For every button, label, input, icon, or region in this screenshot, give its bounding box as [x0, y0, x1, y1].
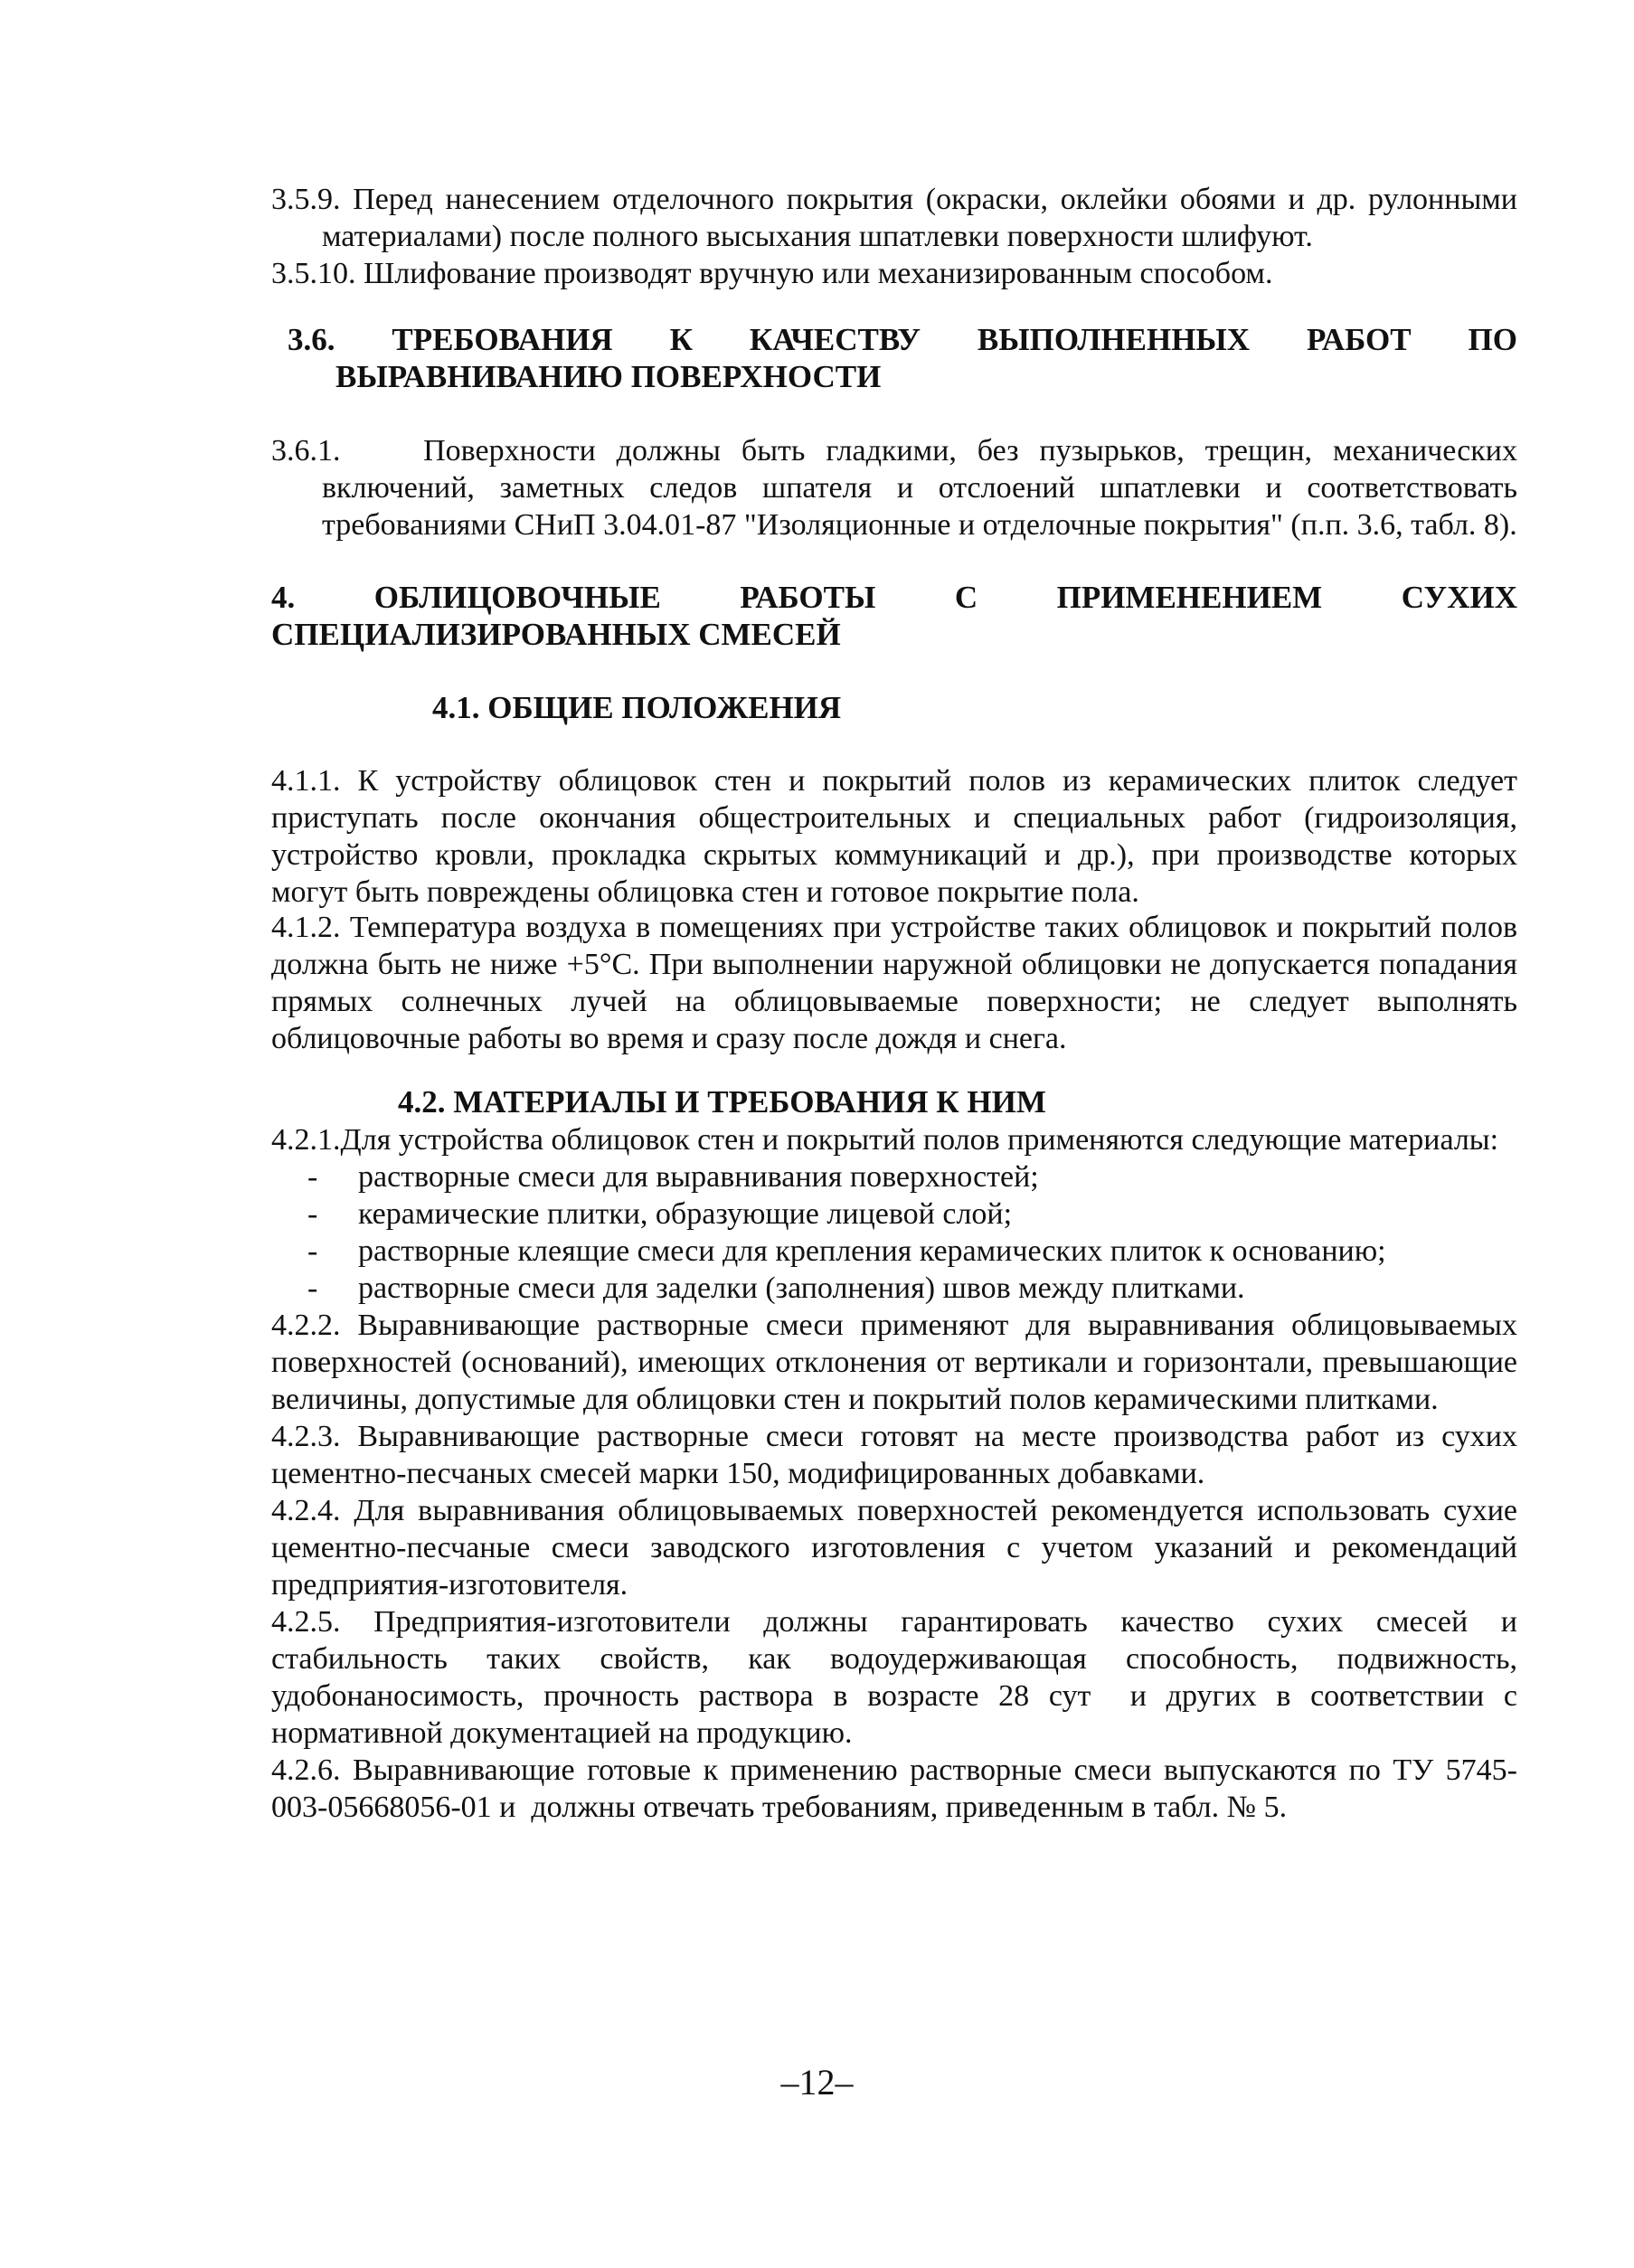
paragraph-line: 4.1.2. Температура воздуха в помещениях при устройстве таких облицовок и покрытий полов — [271, 911, 1517, 944]
paragraph-line: прямых солнечных лучей на облицовываемые поверхности; не следует выполнять — [271, 985, 1517, 1018]
paragraph-4-2-5 — [271, 1603, 1517, 1752]
paragraph-line: цементно-песчаных смесей марки 150, модифицированных добавками. — [271, 1457, 1205, 1490]
paragraph-4-2-2 — [271, 1307, 1517, 1418]
heading-word: ПО — [1468, 322, 1517, 357]
list-item — [307, 1270, 1245, 1307]
paragraph-line: могут быть повреждены облицовка стен и готовое покрытие пола. — [271, 875, 1139, 909]
paragraph-line: 003-05668056-01 и должны отвечать требованиям, приведенным в табл. № 5. — [271, 1791, 1288, 1824]
bullet-dash: - — [307, 1234, 318, 1268]
paragraph-line: удобонаносимость, прочность раствора в возрасте 28 сут и других в соответствии с — [271, 1679, 1517, 1713]
paragraph-line: устройство кровли, прокладка скрытых коммуникаций и др.), при производстве которых — [271, 838, 1517, 872]
paragraph-4-2-1: 4.2.1.Для устройства облицовок стен и покрытий полов применяются следующие материалы: — [271, 1123, 1499, 1157]
paragraph-4-1-1 — [271, 762, 1517, 911]
paragraph-line: поверхностей (оснований), имеющих отклонения от вертикали и горизонтали, превышающие — [271, 1346, 1517, 1379]
paragraph-line: 3.6.1. Поверхности должны быть гладкими, без пузырьков, трещин, механических — [271, 434, 1517, 468]
paragraph-line: облицовочные работы во время и сразу после дождя и снега. — [271, 1022, 1067, 1055]
heading-word: РАБОТЫ — [740, 580, 876, 615]
heading-4 — [271, 579, 1517, 653]
heading-word: ТРЕБОВАНИЯ — [392, 322, 613, 357]
paragraph-line: материалами) после полного высыхания шпатлевки поверхности шлифуют. — [322, 220, 1313, 253]
paragraph-line: 4.2.2. Выравнивающие растворные смеси применяют для выравнивания облицовываемых — [271, 1309, 1517, 1342]
heading-word: 4. — [271, 580, 296, 615]
bullet-dash: - — [307, 1271, 318, 1305]
paragraph-line: стабильность таких свойств, как водоудерживающая способность, подвижность, — [271, 1642, 1517, 1676]
paragraph-line: 4.2.5. Предприятия-изготовители должны гарантировать качество сухих смесей и — [271, 1605, 1517, 1639]
heading-line: ВЫРАВНИВАНИЮ ПОВЕРХНОСТИ — [335, 359, 882, 394]
heading-4-2: 4.2. МАТЕРИАЛЫ И ТРЕБОВАНИЯ К НИМ — [398, 1084, 1046, 1120]
paragraph-line: требованиями СНиП 3.04.01-87 "Изоляционные и отделочные покрытия" (п.п. 3.6, табл. 8). — [322, 508, 1517, 542]
list-item — [307, 1233, 1386, 1270]
list-item — [307, 1195, 1012, 1233]
paragraph-line: величины, допустимые для облицовки стен и покрытий полов керамическими плитками. — [271, 1383, 1439, 1416]
heading-4-1: 4.1. ОБЩИЕ ПОЛОЖЕНИЯ — [432, 690, 842, 725]
list-item-text: растворные смеси для выравнивания поверхностей; — [358, 1160, 1039, 1194]
paragraph-4-2-4 — [271, 1492, 1517, 1603]
paragraph-4-2-3 — [271, 1418, 1517, 1492]
paragraph-3-5-9 — [271, 181, 1517, 255]
paragraph-line: цементно-песчаные смеси заводского изготовления с учетом указаний и рекомендаций — [271, 1531, 1517, 1564]
paragraph-line: 4.2.6. Выравнивающие готовые к применению растворные смеси выпускаются по ТУ 5745- — [271, 1753, 1517, 1787]
bullet-dash: - — [307, 1160, 318, 1194]
bullet-dash: - — [307, 1197, 318, 1231]
heading-line — [288, 321, 1517, 358]
paragraph-line: включений, заметных следов шпателя и отслоений шпатлевки и соответствовать — [322, 471, 1517, 505]
heading-word: ПРИМЕНЕНИЕМ — [1056, 580, 1323, 615]
heading-3-6 — [288, 321, 1517, 395]
heading-word: С — [954, 580, 978, 615]
paragraph-line: 4.1.1. К устройству облицовок стен и покрытий полов из керамических плиток следует — [271, 764, 1517, 798]
paragraph-line: 4.2.4. Для выравнивания облицовываемых поверхностей рекомендуется использовать сухие — [271, 1494, 1517, 1527]
heading-word: К — [669, 322, 693, 357]
paragraph-4-1-2 — [271, 909, 1517, 1057]
list-item-text: растворные смеси для заделки (заполнения) швов между плитками. — [358, 1271, 1245, 1305]
paragraph-line: 3.5.9. Перед нанесением отделочного покрытия (окраски, оклейки обоями и др. рулонными — [271, 183, 1517, 216]
heading-line: СПЕЦИАЛИЗИРОВАННЫХ СМЕСЕЙ — [271, 617, 841, 652]
heading-word: ВЫПОЛНЕННЫХ — [977, 322, 1251, 357]
paragraph-line: должна быть не ниже +5°С. При выполнении наружной облицовки не допускается попадания — [271, 948, 1517, 981]
paragraph-line: 4.2.3. Выравнивающие растворные смеси готовят на месте производства работ из сухих — [271, 1420, 1517, 1453]
heading-word: СУХИХ — [1401, 580, 1517, 615]
list-item-text: керамические плитки, образующие лицевой слой; — [358, 1197, 1013, 1231]
paragraph-4-2-6 — [271, 1752, 1517, 1826]
heading-word: РАБОТ — [1306, 322, 1412, 357]
heading-word: КАЧЕСТВУ — [749, 322, 921, 357]
paragraph-line: предприятия-изготовителя. — [271, 1568, 628, 1602]
heading-word: ОБЛИЦОВОЧНЫЕ — [373, 580, 661, 615]
heading-word: 3.6. — [288, 322, 335, 357]
paragraph-line: нормативной документацией на продукцию. — [271, 1716, 853, 1750]
paragraph-line: приступать после окончания общестроительных и специальных работ (гидроизоляция, — [271, 801, 1517, 835]
page-number: –12– — [780, 2062, 854, 2103]
heading-line — [271, 579, 1517, 616]
list-item — [307, 1158, 1039, 1195]
paragraph-3-6-1 — [271, 432, 1517, 543]
paragraph-3-5-10: 3.5.10. Шлифование производят вручную или механизированным способом. — [271, 257, 1273, 290]
list-item-text: растворные клеящие смеси для крепления керамических плиток к основанию; — [358, 1234, 1386, 1268]
